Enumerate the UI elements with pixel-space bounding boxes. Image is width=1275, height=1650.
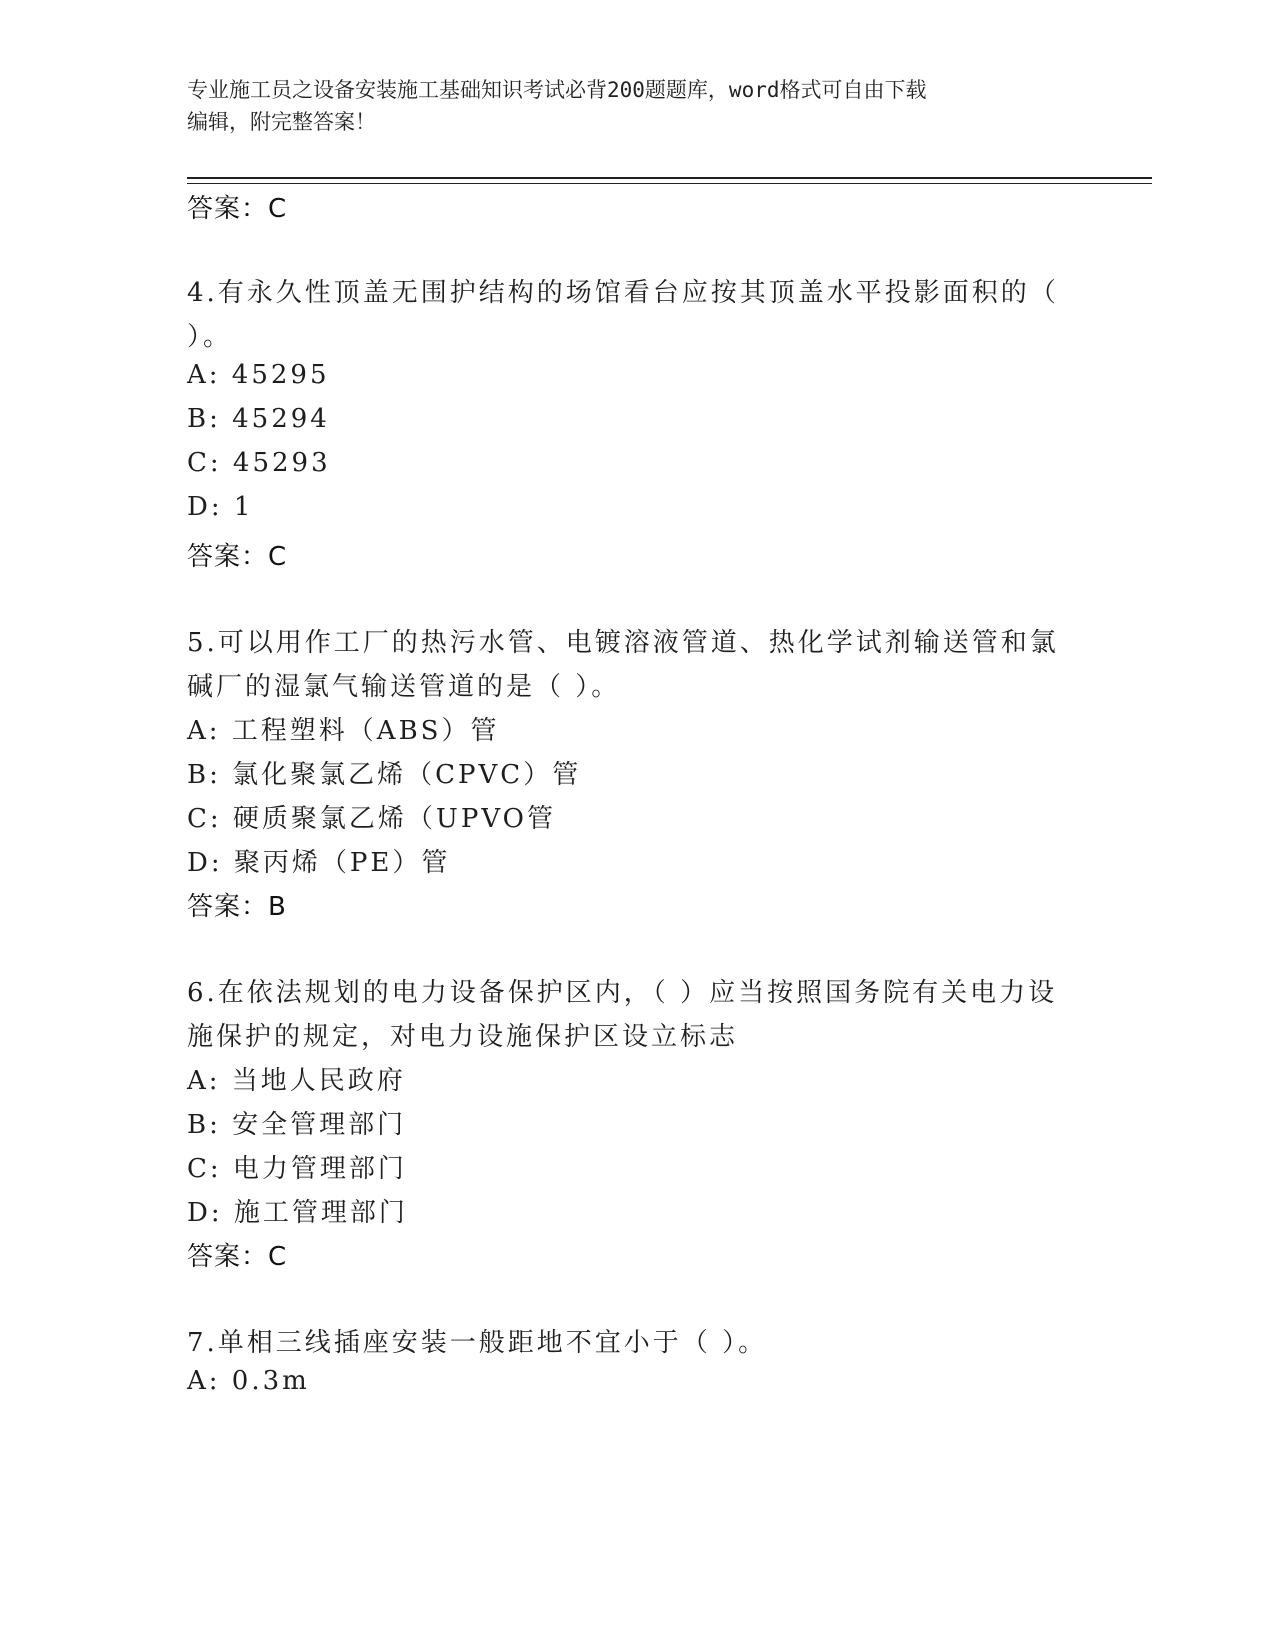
question-4-option-a: A: 45295 [187,360,330,390]
question-5-text-line-1: 5.可以用作工厂的热污水管、电镀溶液管道、热化学试剂输送管和氯 [187,628,1059,658]
question-6-answer: 答案：C [187,1242,288,1272]
question-6-option-a: A: 当地人民政府 [187,1066,406,1096]
question-5-text-line-2: 碱厂的湿氯气输送管道的是（ ）。 [187,672,621,702]
header-line-2: 编辑，附完整答案！ [187,110,376,134]
question-7-option-a: A: 0.3m [187,1366,310,1396]
question-6-option-b: B: 安全管理部门 [187,1110,407,1140]
question-4-answer: 答案：C [187,542,288,572]
page-header [187,74,1087,138]
header-divider-thick [187,177,1152,179]
question-4-text-line-2: ）。 [187,322,233,352]
question-5-option-c: C: 硬质聚氯乙烯（UPVO管 [187,804,556,834]
question-5-option-d: D: 聚丙烯（PE）管 [187,848,451,878]
question-5-option-a: A: 工程塑料（ABS）管 [187,716,500,746]
question-6-text-line-1: 6.在依法规划的电力设备保护区内，（ ）应当按照国务院有关电力设 [187,978,1058,1008]
question-4-option-d: D: 1 [187,492,254,522]
question-4-text-line-1: 4.有永久性顶盖无围护结构的场馆看台应按其顶盖水平投影面积的（ [187,278,1059,308]
question-5-answer: 答案：B [187,892,287,922]
question-7-text-line-1: 7.单相三线插座安装一般距地不宜小于（ ）。 [187,1328,768,1358]
question-4-option-c: C: 45293 [187,448,331,478]
question-6-text-line-2: 施保护的规定，对电力设施保护区设立标志 [187,1022,739,1052]
question-5-option-b: B: 氯化聚氯乙烯（CPVC）管 [187,760,582,790]
answer-q3: 答案：C [187,194,288,224]
question-6-option-c: C: 电力管理部门 [187,1154,407,1184]
question-4-option-b: B: 45294 [187,404,330,434]
header-divider-thin [187,183,1152,184]
header-line-1: 专业施工员之设备安装施工基础知识考试必背200题题库，word格式可自由下载 [187,78,927,102]
question-6-option-d: D: 施工管理部门 [187,1198,408,1228]
